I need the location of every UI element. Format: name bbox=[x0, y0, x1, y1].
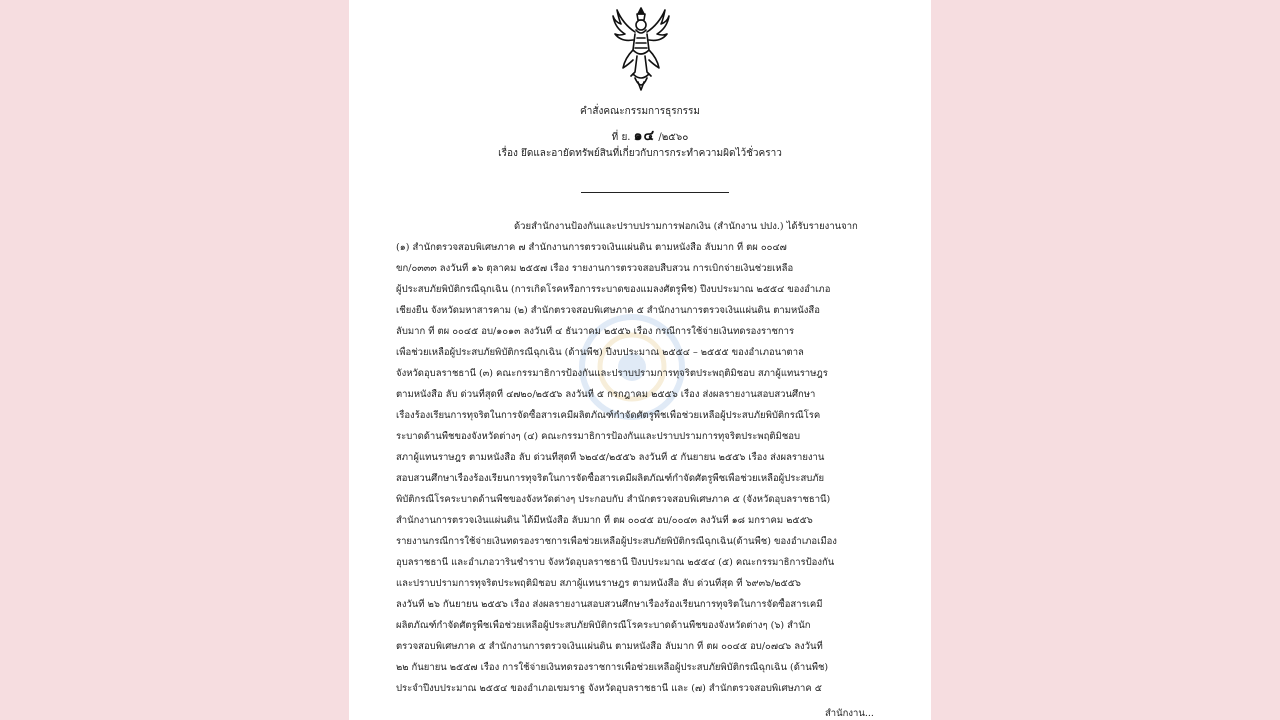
body-line: ผู้ประสบภัยพิบัติกรณีฉุกเฉิน (การเกิดโรคหรือการระบาดของแมลงศัตรูพืช) ปีงบประมาณ ๒๕๕๔ ของอำเภอ bbox=[396, 284, 831, 295]
body-line: สภาผู้แทนราษฎร ตามหนังสือ ลับ ด่วนที่สุดที่ ๖๒๔๕/๒๕๕๖ ลงวันที่ ๕ กันยายน ๒๕๕๖ เรื่อง ส่งผลรายงาน bbox=[396, 452, 825, 463]
body-line: อุบลราชธานี และอำเภอวารินชำราบ จังหวัดอุบลราชธานี ปีงบประมาณ ๒๕๕๔ (๕) คณะกรรมาธิการป้องกัน bbox=[396, 557, 835, 568]
order-title: คำสั่งคณะกรรมการธุรกรรม bbox=[580, 106, 700, 117]
body-line: ขก/๐๓๓๓ ลงวันที่ ๑๖ ตุลาคม ๒๕๕๗ เรื่อง รายงานการตรวจสอบสืบสวน การเบิกจ่ายเงินช่วยเหลือ bbox=[396, 263, 794, 274]
garuda-emblem-icon bbox=[611, 2, 671, 94]
body-line: พิบัติกรณีโรคระบาดด้านพืชของจังหวัดต่างๆ ประกอบกับ สำนักตรวจสอบพิเศษภาค ๕ (จังหวัดอุบลราชธานี) bbox=[396, 494, 831, 505]
body-line: เพื่อช่วยเหลือผู้ประสบภัยพิบัติกรณีฉุกเฉิน (ด้านพืช) ปีงบประมาณ ๒๕๕๔ – ๒๕๕๕ ของอำเภอนาตาล bbox=[396, 347, 804, 358]
body-line: ตามหนังสือ ลับ ด่วนที่สุดที่ ๔๗๒๐/๒๕๕๖ ลงวันที่ ๕ กรกฎาคม ๒๕๕๖ เรื่อง ส่งผลรายงานสอบสวนศึกษา bbox=[396, 389, 816, 400]
body-line: ลับมาก ที่ ตผ ๐๐๔๕ อบ/๑๐๑๓ ลงวันที่ ๔ ธันวาคม ๒๕๕๖ เรื่อง กรณีการใช้จ่ายเงินทดรองราชการ bbox=[396, 326, 795, 337]
order-number-handwritten: ๑๔ bbox=[633, 128, 656, 144]
continued-marker: สำนักงาน... bbox=[825, 708, 874, 719]
body-line: สำนักงานการตรวจเงินแผ่นดิน ได้มีหนังสือ ลับมาก ที่ ตผ ๐๐๔๕ อบ/๐๐๔๓ ลงวันที่ ๑๘ มกราคม ๒๕๕๖ bbox=[396, 515, 813, 526]
body-line: ระบาดด้านพืชของจังหวัดต่างๆ (๔) คณะกรรมาธิการป้องกันและปราบปรามการทุจริตประพฤติมิชอบ bbox=[396, 431, 801, 442]
order-subject: เรื่อง ยึดและอายัดทรัพย์สินที่เกี่ยวกับการกระทำความผิดไว้ชั่วคราว bbox=[498, 148, 782, 159]
body-line: สอบสวนศึกษาเรื่องร้องเรียนการทุจริตในการจัดซื้อสารเคมีผลิตภัณฑ์กำจัดศัตรูพืชเพื่อช่วยเหลือผู้ประสบภัย bbox=[396, 473, 825, 484]
body-line: (๑) สำนักตรวจสอบพิเศษภาค ๗ สำนักงานการตรวจเงินแผ่นดิน ตามหนังสือ ลับมาก ที่ ตผ ๐๐๔๗ bbox=[396, 242, 787, 253]
body-line: ด้วยสำนักงานป้องกันและปราบปรามการฟอกเงิน (สำนักงาน ปปง.) ได้รับรายงานจาก bbox=[514, 221, 858, 232]
order-number bbox=[359, 125, 931, 147]
order-number-suffix: /๒๕๖๐ bbox=[658, 132, 689, 143]
document-page bbox=[349, 0, 931, 720]
body-line: เรื่องร้องเรียนการทุจริตในการจัดซื้อสารเคมีผลิตภัณฑ์กำจัดศัตรูพืชเพื่อช่วยเหลือผู้ประสบภัยพิบัติกรณีโรค bbox=[396, 410, 821, 421]
order-number-prefix: ที่ ย. bbox=[611, 132, 631, 143]
body-line: เชียงยืน จังหวัดมหาสารคาม (๒) สำนักตรวจสอบพิเศษภาค ๕ สำนักงานการตรวจเงินแผ่นดิน ตามหนังสือ bbox=[396, 305, 820, 316]
body-line: ๒๒ กันยายน ๒๕๕๗ เรื่อง การใช้จ่ายเงินทดรองราชการเพื่อช่วยเหลือผู้ประสบภัยพิบัติกรณีฉุกเฉิน (ด้านพืช) bbox=[396, 662, 829, 673]
body-line: รายงานกรณีการใช้จ่ายเงินทดรองราชการเพื่อช่วยเหลือผู้ประสบภัยพิบัติกรณีฉุกเฉิน(ด้านพืช) ของอำเภอเมือง bbox=[396, 536, 837, 547]
body-line: ผลิตภัณฑ์กำจัดศัตรูพืชเพื่อช่วยเหลือผู้ประสบภัยพิบัติกรณีโรคระบาดด้านพืชของจังหวัดต่างๆ (๖) สำนัก bbox=[396, 620, 811, 631]
body-line: จังหวัดอุบลราชธานี (๓) คณะกรรมาธิการป้องกันและปราบปรามการทุจริตประพฤติมิชอบ สภาผู้แทนราษฎร bbox=[396, 368, 828, 379]
body-line: และปราบปรามการทุจริตประพฤติมิชอบ สภาผู้แทนราษฎร ตามหนังสือ ลับ ด่วนที่สุด ที่ ๖๙๓๖/๒๕๕๖ bbox=[396, 578, 801, 589]
header-divider bbox=[581, 192, 729, 193]
body-line: ลงวันที่ ๒๖ กันยายน ๒๕๕๖ เรื่อง ส่งผลรายงานสอบสวนศึกษาเรื่องร้องเรียนการทุจริตในการจัดซื้อสารเคมี bbox=[396, 599, 823, 610]
body-line: ตรวจสอบพิเศษภาค ๕ สำนักงานการตรวจเงินแผ่นดิน ตามหนังสือ ลับมาก ที่ ตผ ๐๐๔๕ อบ/๐๗๔๖ ลงวันที่ bbox=[396, 641, 823, 652]
body-line: ประจำปีงบประมาณ ๒๕๕๔ ของอำเภอเขมราฐ จังหวัดอุบลราชธานี และ (๗) สำนักตรวจสอบพิเศษภาค ๕ bbox=[396, 683, 822, 694]
